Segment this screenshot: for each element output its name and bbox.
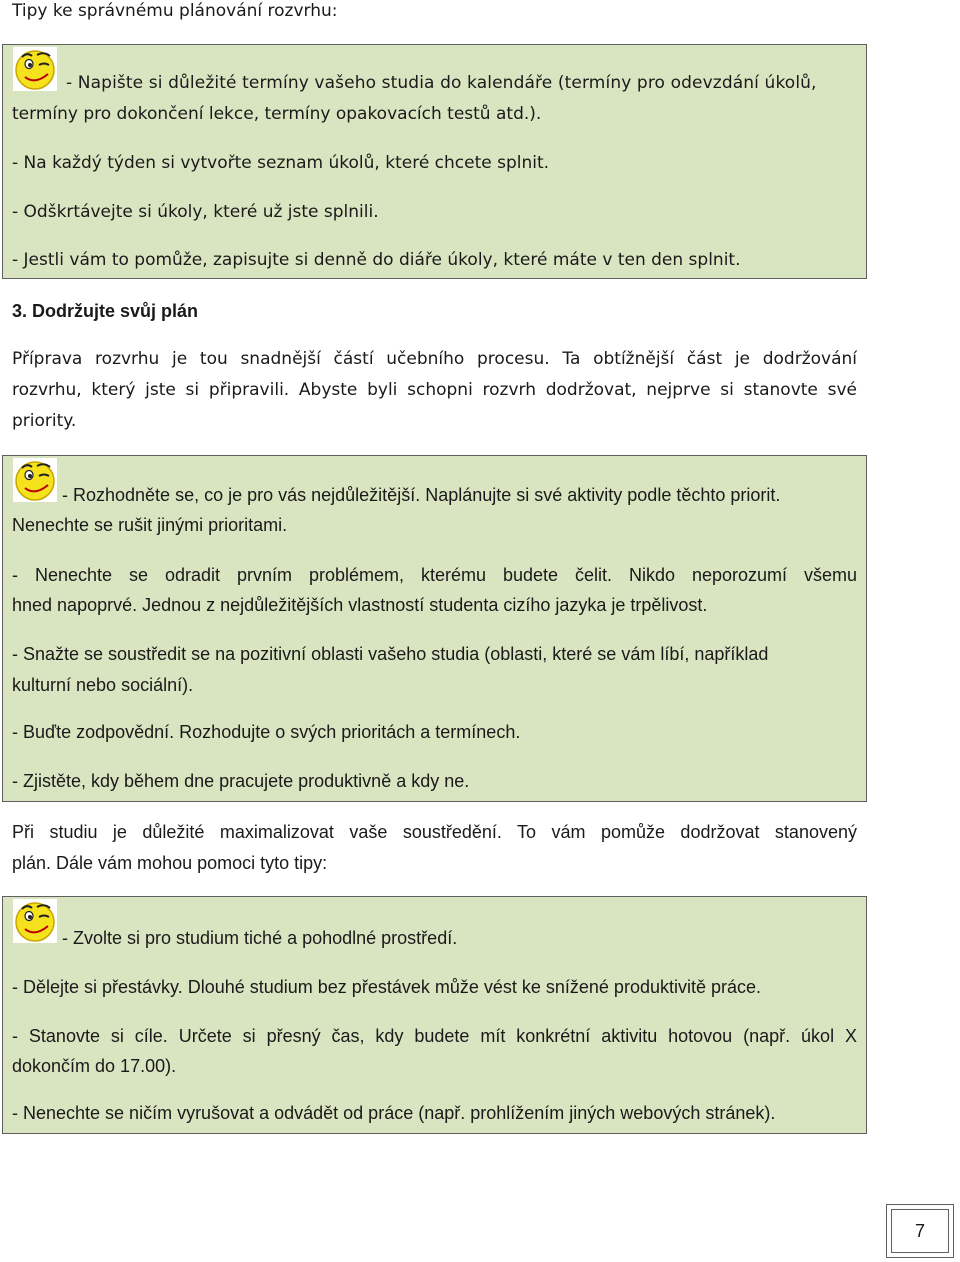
para1-line-2: rozvrhu, který jste si připravili. Abyste byli schopni rozvrh dodržovat, nejprve si stanovte své	[12, 380, 857, 400]
box3-line-1: - Zvolte si pro studium tiché a pohodlné prostředí.	[62, 928, 458, 948]
box3-line-5: - Nenechte se ničím vyrušovat a odvádět od práce (např. prohlížením jiných webových stránek).	[12, 1103, 776, 1123]
section-title: Tipy ke správnému plánování rozvrhu:	[12, 1, 338, 21]
box1-line-1: - Napište si důležité termíny vašeho studia do kalendáře (termíny pro odevzdání úkolů,	[66, 73, 817, 93]
para1-line-3: priority.	[12, 411, 77, 431]
box1-line-5: - Jestli vám to pomůže, zapisujte si denně do diáře úkoly, které máte v ten den splnit.	[12, 250, 741, 270]
box2-line-5: - Snažte se soustředit se na pozitivní oblasti vašeho studia (oblasti, které se vám líbí, například	[12, 644, 769, 664]
box2-line-2: Nenechte se rušit jinými prioritami.	[12, 515, 288, 535]
box2-line-4: hned napoprvé. Jednou z nejdůležitějších vlastností studenta cizího jazyka je trpělivost.	[12, 595, 708, 615]
page-number-box	[886, 1204, 954, 1258]
box3-line-2: - Dělejte si přestávky. Dlouhé studium bez přestávek může vést ke snížené produktivitě práce.	[12, 977, 762, 997]
box3-line-3: - Stanovte si cíle. Určete si přesný čas, kdy budete mít konkrétní aktivitu hotovou (např. úkol X	[12, 1026, 857, 1046]
winking-smiley-icon	[13, 458, 57, 502]
box2-line-3: - Nenechte se odradit prvním problémem, kterému budete čelit. Nikdo neporozumí všemu	[12, 565, 857, 585]
winking-smiley-icon	[13, 899, 57, 943]
box2-line-6: kulturní nebo sociální).	[12, 675, 194, 695]
box1-line-4: - Odškrtávejte si úkoly, které už jste splnili.	[12, 202, 379, 222]
box2-line-7: - Buďte zodpovědní. Rozhodujte o svých prioritách a termínech.	[12, 722, 521, 742]
box1-line-2: termíny pro dokončení lekce, termíny opakovacích testů atd.).	[12, 104, 542, 124]
page-number: 7	[891, 1209, 949, 1253]
winking-smiley-icon	[13, 47, 57, 91]
tips-box-2	[2, 455, 867, 802]
para2-line-1: Při studiu je důležité maximalizovat vaše soustředění. To vám pomůže dodržovat stanovený	[12, 822, 857, 842]
heading-dodrzujte: 3. Dodržujte svůj plán	[12, 301, 199, 321]
box2-line-8: - Zjistěte, kdy během dne pracujete produktivně a kdy ne.	[12, 771, 470, 791]
box1-line-3: - Na každý týden si vytvořte seznam úkolů, které chcete splnit.	[12, 153, 550, 173]
para1-line-1: Příprava rozvrhu je tou snadnější částí učebního procesu. Ta obtížnější část je dodržování	[12, 349, 857, 369]
box2-line-1: - Rozhodněte se, co je pro vás nejdůležitější. Naplánujte si své aktivity podle těchto priorit.	[62, 485, 781, 505]
box3-line-4: dokončím do 17.00).	[12, 1056, 177, 1076]
para2-line-2: plán. Dále vám mohou pomoci tyto tipy:	[12, 853, 328, 873]
